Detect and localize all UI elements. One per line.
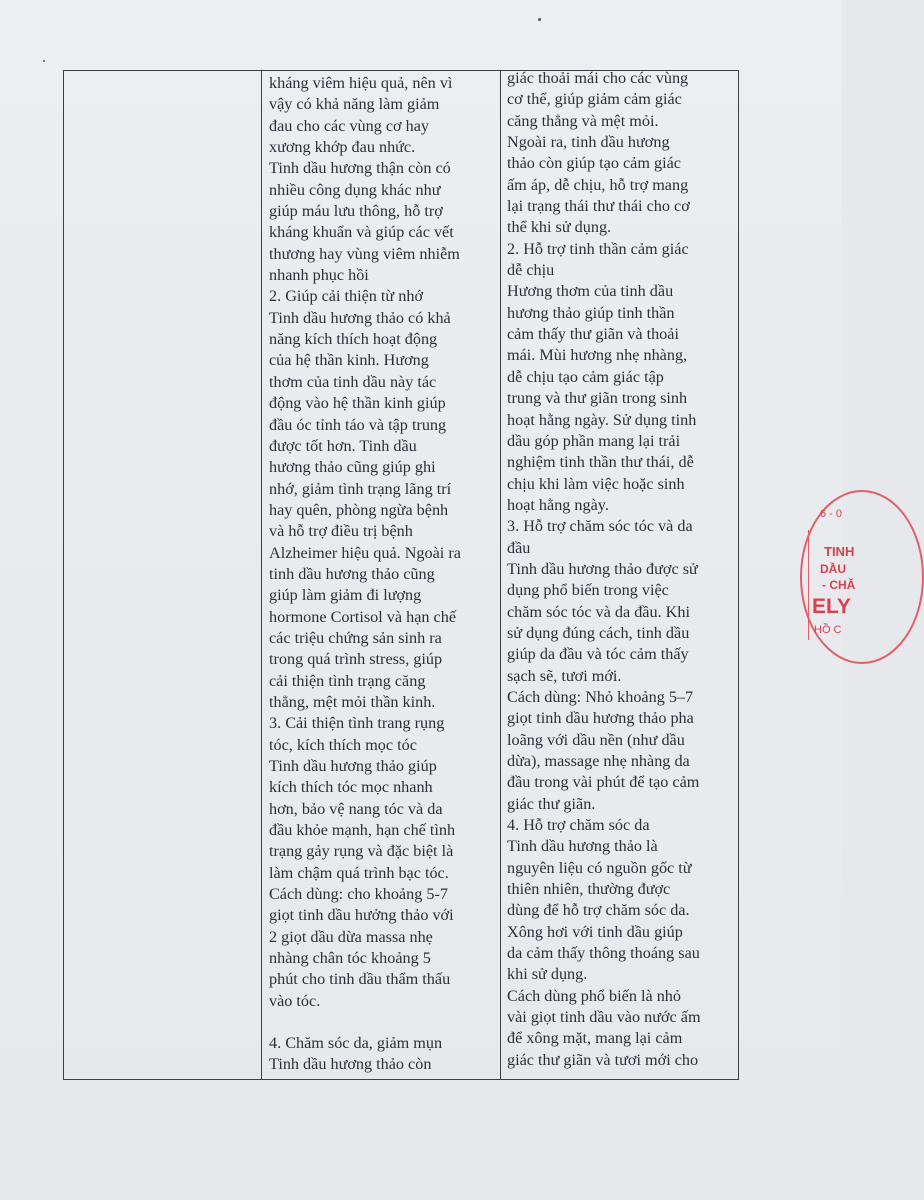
stamp-text: HỒ C [814,624,842,636]
text-line: thể khi sử dụng. [507,218,612,237]
text-line: chăm sóc tóc và da đầu. Khi [507,602,690,621]
content-table [63,70,739,1080]
text-line: giúp máu lưu thông, hỗ trợ [269,202,443,221]
text-line: trong quá trình stress, giúp [269,650,443,669]
text-line: dùng để hỗ trợ chăm sóc da. [507,901,690,920]
text-line: Hương thơm của tinh dầu [507,282,674,301]
text-line: năng kích thích hoạt động [269,330,438,349]
text-line: Tinh dầu hương thảo được sử [507,559,698,578]
text-line: 3. Cải thiện tình trang rụng [269,714,445,733]
stamp-inner-ring [808,530,813,640]
text-line: được tốt hơn. Tinh dầu [269,436,417,455]
text-line: của hệ thần kinh. Hương [269,351,429,370]
text-line: vậy có khả năng làm giảm [269,95,440,114]
text-line: căng thẳng và mệt mỏi. [507,111,659,130]
table-column-middle [269,71,501,1079]
text-line: dừa), massage nhẹ nhàng da [507,752,690,770]
text-line: để xông mặt, mang lại cảm [507,1029,683,1048]
text-line: lại trạng thái thư thái cho cơ [507,197,690,216]
text-line: hương thảo giúp tinh thần [507,303,675,322]
text-line: làm chậm quá trình bạc tóc. [269,863,449,882]
text-line: dễ chịu [507,261,555,280]
text-line: nhàng chân tóc khoảng 5 [269,949,431,968]
text-line: đầu [507,538,531,557]
text-line: 2 giọt dầu dừa massa nhẹ [269,927,433,946]
text-line: đầu khỏe mạnh, hạn chế tình [269,821,456,840]
text-line: giác thoải mái cho các vùng [507,69,689,87]
text-line: Tinh dầu hương thảo còn [269,1055,432,1074]
text-line: thẳng, mệt mỏi thần kinh. [269,692,436,711]
column-divider-left [261,71,262,1079]
text-line: Cách dùng: Nhỏ khoảng 5–7 [507,687,694,706]
text-line: nguyên liệu có nguồn gốc từ [507,858,692,877]
text-line: 2. Hỗ trợ tinh thần cảm giác [507,239,689,258]
text-line: Tinh dầu hương thảo là [507,837,658,856]
text-line: dụng phổ biến trong việc [507,581,669,600]
text-line: Tinh dầu hương thảo có khả [269,308,451,327]
stamp-text: 6 - 0 [820,508,843,520]
text-line: thương hay vùng viêm nhiễm [269,244,460,263]
text-line: đầu óc tỉnh táo và tập trung [269,415,447,434]
text-line: Alzheimer hiệu quả. Ngoài ra [269,543,461,562]
text-line: thơm của tinh dầu này tác [269,372,437,391]
text-line: chịu khi làm việc hoặc sinh [507,474,685,493]
page-speck [43,60,45,62]
text-line: thiên nhiên, thường được [507,880,671,899]
text-line: Ngoài ra, tinh dầu hương [507,133,670,152]
text-line: kích thích tóc mọc nhanh [269,778,433,797]
text-line: tinh dầu hương thảo cũng [269,564,435,583]
text-line: vào tóc. [269,991,321,1010]
text-line: kháng khuẩn và giúp các vết [269,223,454,242]
text-line: kháng viêm hiệu quả, nên vì [269,74,453,92]
text-line: da cảm thấy thông thoáng sau [507,944,700,963]
text-line: các triệu chứng sản sinh ra [269,628,442,647]
text-line: Tinh dầu hương thảo giúp [269,757,437,775]
text-line: nghiệm tinh thần thư thái, dễ [507,453,694,472]
text-line: giọt tinh dầu hương thảo pha [507,709,694,728]
text-line: nhớ, giảm tình trạng lãng trí [269,479,452,498]
text-line: Cách dùng: cho khoảng 5-7 [269,885,448,904]
stamp-text: ELY [812,595,851,618]
text-line: cơ thể, giúp giảm cảm giác [507,90,682,109]
text-line: hương thảo cũng giúp ghi [269,458,436,477]
text-line: hormone Cortisol và hạn chế [269,607,457,626]
text-line: ấm áp, dễ chịu, hỗ trợ mang [507,175,689,194]
text-line: 4. Hỗ trợ chăm sóc da [507,816,650,835]
text-line: hoạt hằng ngày. Sử dụng tinh [507,410,697,429]
company-seal-stamp [800,490,924,664]
text-line: khi sử dụng. [507,965,588,984]
text-line: sạch sẽ, tươi mới. [507,666,622,685]
text-line [269,1012,501,1033]
text-line: mái. Mùi hương nhẹ nhàng, [507,346,688,365]
text-line: giúp làm giảm đi lượng [269,586,422,605]
text-line: giọt tinh dầu hưởng thảo với [269,906,454,925]
text-line: Cách dùng phổ biến là nhỏ [507,986,681,1005]
text-line: giúp da đầu và tóc cảm thấy [507,645,689,664]
text-line: 3. Hỗ trợ chăm sóc tóc và da [507,517,693,536]
text-line: và hỗ trợ điều trị bệnh [269,522,413,541]
text-line: Tinh dầu hương thận còn có [269,159,451,178]
text-line: loãng với dầu nền (như dầu [507,730,685,749]
stamp-text: TINH [824,544,855,559]
text-line: phút cho tinh dầu thẩm thấu [269,970,451,989]
text-line: 4. Chăm sóc da, giảm mụn [269,1034,443,1053]
text-line: xương khớp đau nhức. [269,138,416,157]
text-line: cảm thấy thư giãn và thoải [507,325,679,344]
text-line: đầu trong vài phút để tạo cảm [507,773,700,792]
text-line: giác thư giãn và tươi mới cho [507,1050,699,1069]
text-line: trung và thư giãn trong sinh [507,389,688,408]
text-line: nhanh phục hồi [269,266,369,285]
stamp-text: - CHĂ [822,578,856,592]
text-line: cải thiện tình trạng căng [269,671,426,690]
text-line: sử dụng đúng cách, tinh dầu [507,623,690,642]
text-line: dễ chịu tạo cảm giác tập [507,367,664,386]
table-column-right [507,68,739,1079]
stamp-text: DẦU [820,562,846,576]
text-line: vài giọt tinh dầu vào nước ấm [507,1008,701,1027]
text-line: Xông hơi với tinh dầu giúp [507,922,683,941]
text-line: 2. Giúp cải thiện từ nhớ [269,287,424,306]
text-line: nhiều công dụng khác như [269,180,441,199]
text-line: động vào hệ thần kinh giúp [269,394,446,413]
text-line: tóc, kích thích mọc tóc [269,735,417,754]
page-speck [538,18,541,21]
text-line: hơn, bảo vệ nang tóc và da [269,799,443,818]
text-line: hoạt hằng ngày. [507,495,609,514]
text-line: đau cho các vùng cơ hay [269,116,430,135]
text-line: trạng gảy rụng và đặc biệt là [269,842,454,861]
text-line: dầu góp phần mang lại trải [507,431,681,450]
text-line: thảo còn giúp tạo cảm giác [507,154,681,173]
text-line: hay quên, phòng ngừa bệnh [269,500,449,519]
text-line: giác thư giãn. [507,794,596,813]
